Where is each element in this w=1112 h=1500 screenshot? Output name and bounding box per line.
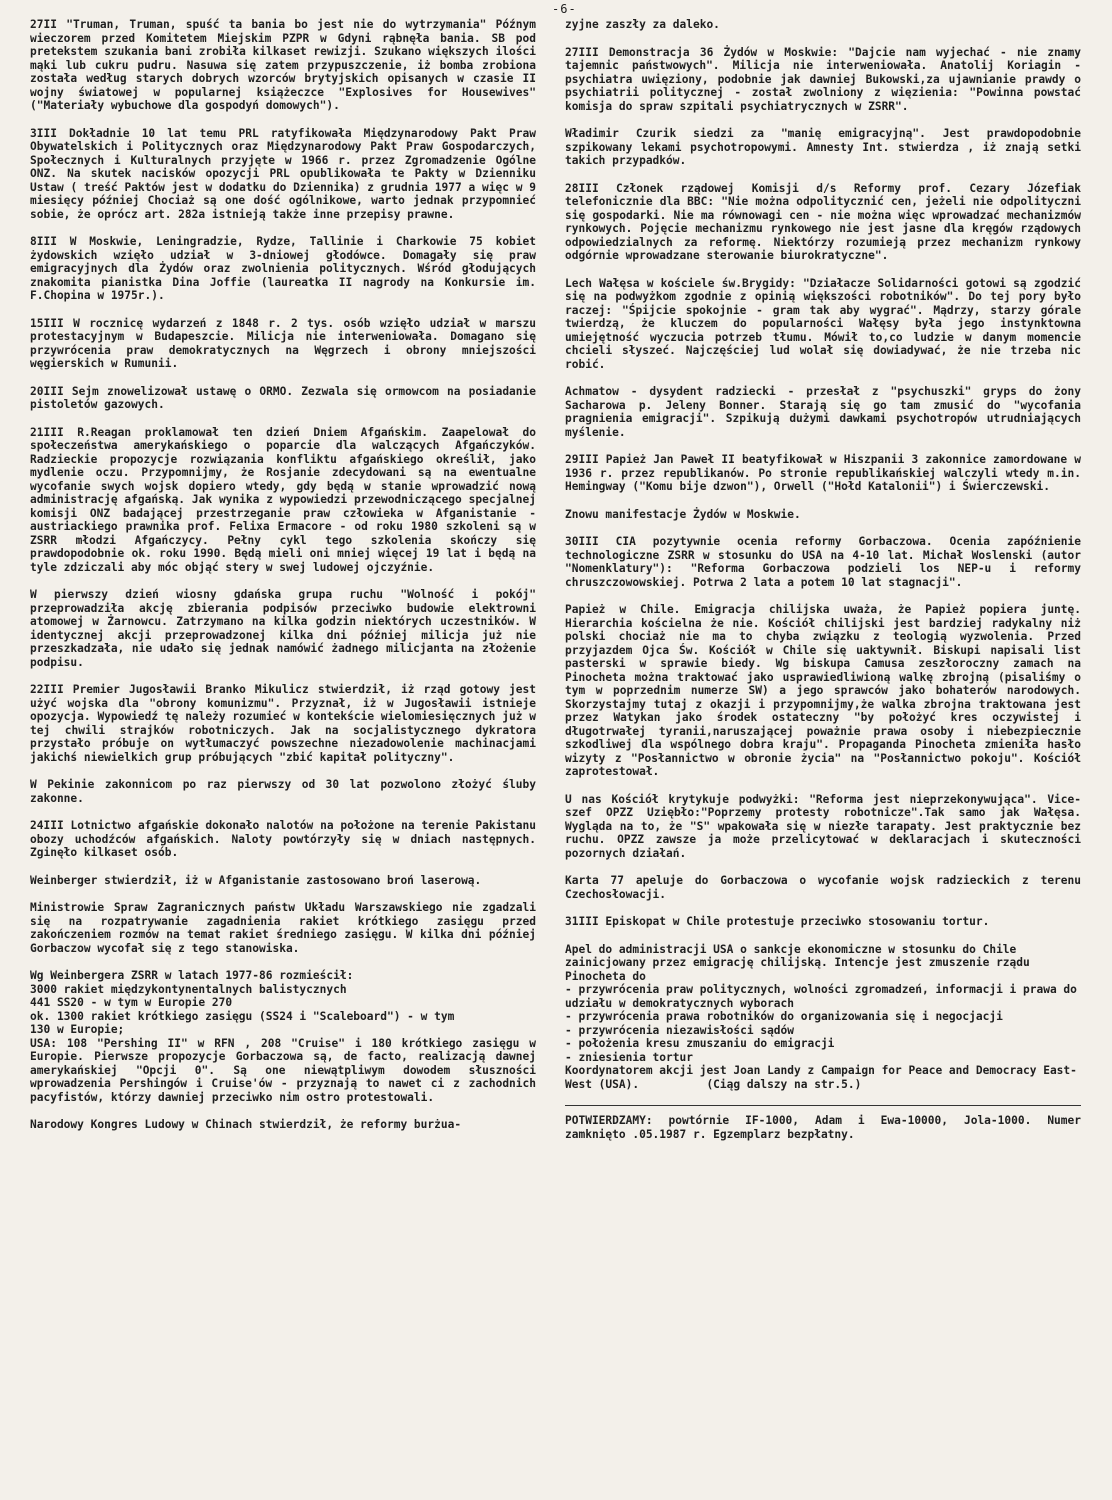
entry-usa-rakiety: USA: 108 "Pershing II" w RFN , 208 "Cruise" i 180 krótkiego zasięgu w Europie. Pierwsze propozycje Gorbaczowa są, de facto, realizacją dawnej amerykańskiej "Opcji 0". Są one niewątpliwym dowodem słuszności wprowadzenia Pershingów i Cruise'ów - przyznają to nawet ci z zachodnich pacyfistów, którzy dawniej przeciwko nim ostro protestowali. [30,1036,536,1104]
entry-chiny: Narodowy Kongres Ludowy w Chinach stwierdził, że reformy burżua- [30,1118,462,1131]
page-number: -6- [552,2,577,16]
entry-czurik: Władimir Czurik siedzi za "manię emigracyjną". Jest prawdopodobnie szpikowany lekami psychotropowymi. Amnesty Int. stwierdza , iż znają setki takich przypadków. [565,127,1081,167]
entry-glodowka: 8III W Moskwie, Leningradzie, Rydze, Tallinie i Charkowie 75 kobiet żydowskich wzięło udział w 3-dniowej głodówce. Domagały się praw emigracyjnych dla Żydów oraz zwolnienia politycznych. Wśród głodujących znakomita pianistka Dina Joffie (laureatka II nagrody na Konkursie im. F.Chopina w 1975r.). [30,235,536,302]
entry-papiez-chile: Papież w Chile. Emigracja chilijska uważa, że Papież popiera juntę. Hierarchia kościelna że nie. Kościół chilijski jest bardziej radykalny niż polski chociaż nie ma to chyba związku z teologią wyzwolenia. Przed przyjazdem Ojca Św. Kościół w Chile się uaktywnił. Biskupi napisali list pasterski w sprawie biedy. Wg biskupa Camusa zeszłoroczny zamach na Pinocheta można traktować jako usprawiedliwioną walkę zbrojną (pisaliśmy o tym w poprzednim numerze SW) a jego sprawców jako bohaterów narodowych. Skorzystajmy tutaj z okazji i przypomnijmy,że walka zbrojna traktowana jest przez Watykan jako środek ostateczny "by położyć kres oczywistej i długotrwałej tyranii,naruszającej poważnie prawa osoby i niebezpiecznie szkodliwej dla wspólnego dobra kraju". Propaganda Pinocheta zmieniła hasło wizyty z "Posłannictwo w obronie życia" na "Posłannictwo pokoju". Kościół zaprotestował. [565,603,1081,778]
entry-afganistan-reagan: 21III R.Reagan proklamował ten dzień Dniem Afgańskim. Zaapelował do społeczeństwa amerykańskiego o poparcie dla walczących Afgańczyków. Radzieckie propozycje rozwiązania konfliktu afgańskiego określił, jako mydlenie oczu. Przypomnijmy, że Rosjanie zdecydowani są na ewentualne wycofanie swych wojsk dopiero wtedy, gdy będą w stanie wprowadzić nową administrację afgańską. Jak wynika z wypowiedzi przewodniczącego specjalnej komisji ONZ badającej przestrzeganie praw człowieka w Afganistanie - austriackiego prawnika prof. Felixa Ermacore - od roku 1980 szkoleni są w ZSRR młodzi Afgańczycy. Pełny cykl tego szkolenia skończy się prawdopodobnie ok. roku 1990. Będą mieli oni mniej więcej 19 lat i będą na tyle zdziczali aby móc objąć stery w swej ludowej ojczyźnie. [30,425,536,574]
entry-ormo: 20III Sejm znowelizował ustawę o ORMO. Zezwala się ormowcom na posiadanie pistoletów gazowych. [30,384,536,411]
entry-budapeszt: 15III W rocznicę wydarzeń z 1848 r. 2 tys. osób wzięło udział w marszu protestacyjnym w Budapeszcie. Milicja nie interweniowała. Domagano się przywrócenia praw demokratycznych na Węgrzech i obrony mniejszości węgierskich w Rumunii. [30,316,536,370]
entry-demonstracja-moskwa: 27III Demonstracja 36 Żydów w Moskwie: "Dajcie nam wyjechać - nie znamy tajemnic państwowych". Milicja nie interweniowała. Anatolij Koriagin - psychiatra uwięziony, podobnie jak dawniej Bukowski,za ujawnianie prawdy o psychiatrii politycznej - został zwolniony z więzienia: "Powinna powstać komisja do spraw szpitali psychiatrycznych w ZSRR". [565,45,1081,113]
entry-zarnowiec: W pierwszy dzień wiosny gdańska grupa ruchu "Wolność i pokój" przeprowadziła akcję zbierania podpisów przeciwko budowie elektrowni atomowej w Żarnowcu. Zatrzymano na kilka godzin niektórych uczestników. W identycznej akcji przeprowadzonej kilka dni później milicja już nie przeszkadzała, nie udało się jednak namówić żadnego milicjanta na złożenie podpisu. [30,588,536,669]
entry-manifestacje: Znowu manifestacje Żydów w Moskwie. [565,507,801,521]
entry-pekin: W Pekinie zakonnicom po raz pierwszy od 30 lat pozwolono złożyć śluby zakonne. [30,778,536,805]
entry-walesa: Lech Wałęsa w kościele św.Brygidy: "Działacze Solidarności gotowi są zgodzić się na podwyżkom zgodnie z opinią większości robotników". Do tej pory było raczej: "Śpijcie spokojnie - gram tak aby wygrać". Mądrzy, starzy górale twierdzą, że kluczem do popularności Wałęsy była jego instynktowna umiejętność wyczucia potrzeb tłumu. Mówił to,co ludzie w danym momencie chcieli słyszeć. Najczęściej lud wolał się dowiadywać, że nie trzeba nic robić. [565,276,1081,371]
entry-bron-laserowa: Weinberger stwierdził, iż w Afganistanie zastosowano broń laserową. [30,873,482,887]
footer-divider [565,1105,1081,1106]
entry-naloty: 24III Lotnictwo afgańskie dokonało nalotów na położone na terenie Pakistanu obozy uchodźców afgańskich. Naloty powtórzyły się w dniach następnych. Zginęło kilkaset osób. [30,819,536,859]
entry-beatyfikacja: 29III Papież Jan Paweł II beatyfikował w Hiszpanii 3 zakonnice zamordowane w 1936 r. przez republikanów. Po stronie republikańskiej walczyli wtedy m.in. Hemingway ("Komu bije dzwon"), Orwell ("Hołd Katalonii") i Świerczewski. [565,453,1081,493]
entry-episkopat: 31III Episkopat w Chile protestuje przeciwko stosowaniu tortur. [565,915,990,928]
left-column [30,18,536,1146]
entry-karta-77: Karta 77 apeluje do Gorbaczowa o wycofanie wojsk radzieckich z terenu Czechosłowacji. [565,874,1081,901]
entry-truman: 27II "Truman, Truman, spuść ta bania bo jest nie do wytrzymania" Późnym wieczorem przed Komitetem Miejskim PZPR w Gdyni rąbnęła bania. SB pod pretekstem szukania bani zrobiła kilkaset rewizji. Szukano większych ilości mąki lub cukru pudru. Nasuwa się zatem przypuszczenie, iż bomba zrobiona została według starych dobrych wzorców brytyjskich opisanych w czasie II wojny światowej w popularnej książeczce "Explosives for Housewives" ("Materiały wybuchowe dla gospodyń domowych"). [30,18,536,112]
entry-apel-chile: Apel do administracji USA o sankcje ekonomiczne w stosunku do Chile zainicjowany przez emigrację chilijską. Intencje jest zmuszenie rządu Pinocheta do - przywrócenia praw politycznych, wolności zgromadzeń, informacji i prawa do udziału w demokratycznych wyborach - przywrócenia prawa robotników do organizowania się i negocjacji - przywrócenia niezawisłości sądów - położenia kresu zmuszaniu do emigracji - zniesienia tortur Koordynatorem akcji jest Joan Landy z Campaign for Peace and Democracy East-West (USA). (Ciąg dalszy na str.5.) [565,942,1077,1091]
entry-continuation: zyjne zaszły za daleko. [565,18,720,31]
entry-cia: 30III CIA pozytywnie ocenia reformy Gorbaczowa. Ocenia zapóźnienie technologiczne ZSRR w stosunku do USA na 4-10 lat. Michał Woslenski (autor "Nomenklatury"): "Reforma Gorbaczowa podzieli los NEP-u i reformy chruszczowowskiej. Potrwa 2 lata a potem 10 lat stagnacji". [565,535,1081,589]
entry-jozefiak: 28III Członek rządowej Komisji d/s Reformy prof. Cezary Józefiak telefonicznie dla BBC: "Nie można odpolitycznić cen, jeżeli nie odpolityczni się gospodarki. Nie ma równowagi cen - nie można więc wprowadzać mechanizmów rynkowych. Pojęcie mechanizmu rynkowego nie jest jasne dla kręgów rządowych odpowiedzialnych za reformę. Niektórzy rozumieją przez mechanizm rynkowy odgórnie wprowadzane sterowanie biurokratyczne". [565,181,1081,262]
entry-uklad-warszawski: Ministrowie Spraw Zagranicznych państw Układu Warszawskiego nie zgadzali się na rozpatrywanie zagadnienia rakiet krótkiego zasięgu przed zakończeniem rozmów na temat rakiet średniego zasięgu. W kilka dni później Gorbaczow wycofał się z tego stanowiska. [30,901,536,955]
entry-pakt-praw: 3III Dokładnie 10 lat temu PRL ratyfikowała Międzynarodowy Pakt Praw Obywatelskich i Politycznych oraz Międzynarodowy Pakt Praw Gospodarczych, Społecznych i Kulturalnych przyjęte w 1966 r. przez Zgromadzenie Ogólne ONZ. Na skutek nacisków opozycji PRL opublikowała te Pakty w Dzienniku Ustaw ( treść Paktów jest w dodatku do Dziennika) z grudnia 1977 a więc w 9 miesięcy później Chociaż są one dość ogólnikowe, warto jednak przypomnieć sobie, że oprócz art. 282a istnieją także inne przepisy prawne. [30,126,536,221]
entry-weinberger-list: Wg Weinbergera ZSRR w latach 1977-86 rozmieścił: 3000 rakiet międzykontynentalnych balistycznych 441 SS20 - w tym w Europie 270 ok. 1300 rakiet krótkiego zasięgu (SS24 i "Scaleboard") - w tym 130 w Europie; [30,969,455,1036]
entry-jugoslawia: 22III Premier Jugosławii Branko Mikulicz stwierdził, iż rząd gotowy jest użyć wojska dla "obrony komunizmu". Przyznał, iż w Jugosławii istnieje opozycja. Wypowiedź tę należy rozumieć w kontekście wielomiesięcznych już w tej chwili strajków robotniczych. Jak na socjalistycznego dykratora przystało próbuje on wytłumaczyć powszechne niezadowolenie machinacjami jakichś niewielkich grup próbujących "zbić kapitał polityczny". [30,683,536,764]
right-column [565,18,1081,1141]
entry-podwyzki: U nas Kościół krytykuje podwyżki: "Reforma jest nieprzekonywująca". Vice-szef OPZZ Uziębło:"Poprzemy protesty robotnicze".Tak samo jak Wałęsa. Wygląda na to, że "S" wpakowała się w niezłe tarapaty. Jest praktycznie bez ruchu. OPZZ zawsze ja może przelicytować w deklaracjach i skuteczności pozornych działań. [565,792,1081,860]
entry-achmatow: Achmatow - dysydent radziecki - przesłał z "psychuszki" gryps do żony Sacharowa p. Jeleny Bonner. Starają się go tam zmusić do "wycofania pragnienia emigracji". Szpikują dużymi dawkami psychotropów utrudniających myślenie. [565,385,1081,439]
footer-note: POTWIERDZAMY: powtórnie IF-1000, Adam i Ewa-10000, Jola-1000. Numer zamknięto .05.1987 r. Egzemplarz bezpłatny. [565,1114,1081,1141]
